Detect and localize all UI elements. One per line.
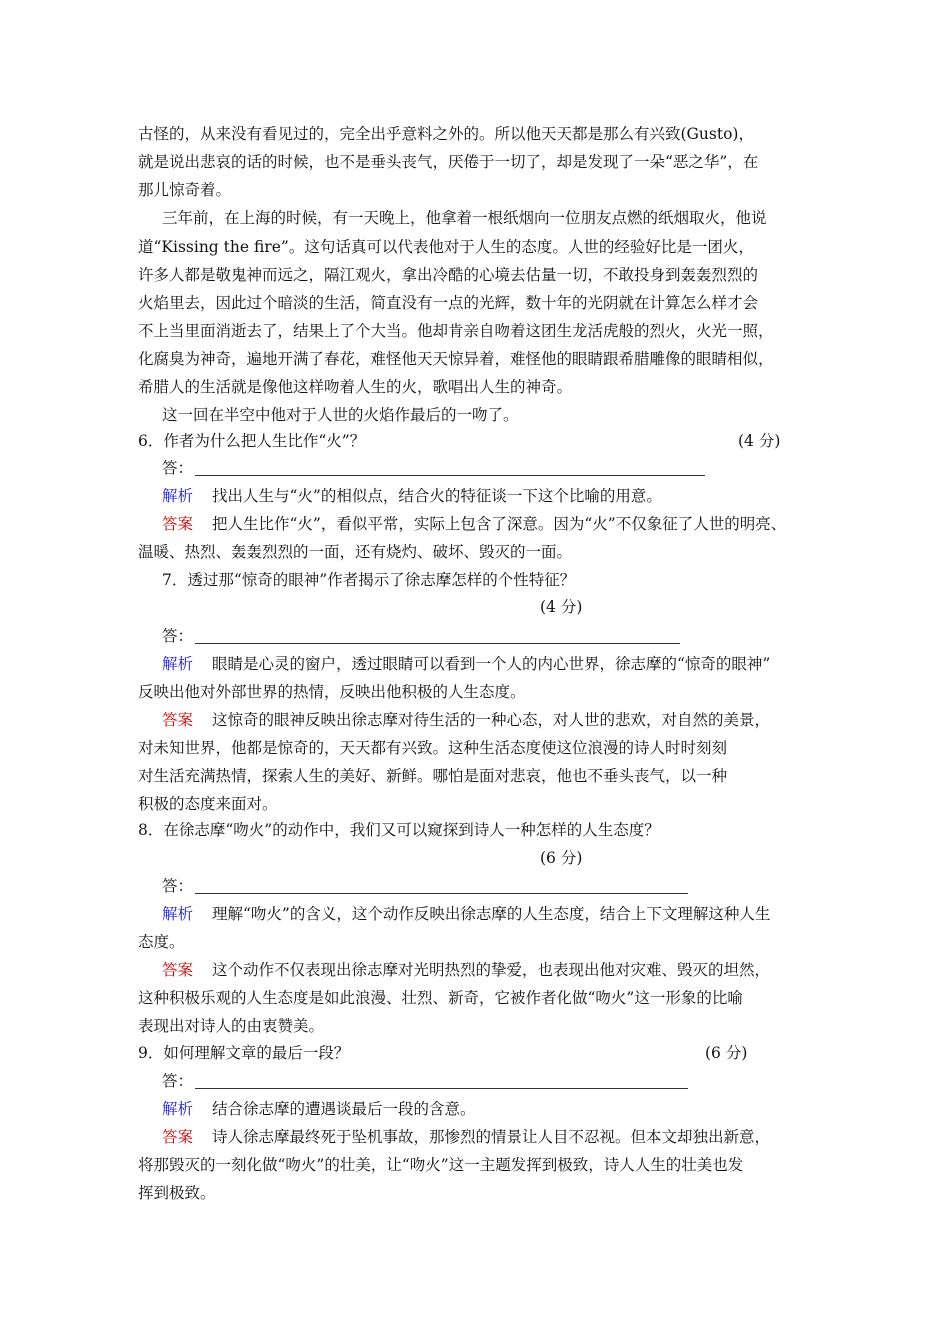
answer-key-label: 答案 bbox=[162, 515, 194, 533]
answer-key-text: 积极的态度来面对。 bbox=[138, 795, 278, 813]
question-8: 8．在徐志摩“吻火”的动作中，我们又可以窥探到诗人一种怎样的人生态度？ bbox=[138, 821, 660, 839]
question-7-points: (4 分) bbox=[540, 598, 583, 616]
analysis-text: 理解“吻火”的含义，这个动作反映出徐志摩的人生态度，结合上下文理解这种人生 bbox=[212, 905, 771, 923]
answer-line[interactable] bbox=[195, 643, 680, 644]
analysis-label: 解析 bbox=[162, 487, 194, 505]
answer-key-text: 把人生比作“火”，看似平常，实际上包含了深意。因为“火”不仅象征了人世的明亮、 bbox=[212, 515, 787, 533]
answer-key-text: 诗人徐志摩最终死于坠机事故，那惨烈的情景让人目不忍视。但本文却独出新意， bbox=[212, 1128, 771, 1146]
answer-key-label: 答案 bbox=[162, 961, 194, 979]
answer-key-text: 挥到极致。 bbox=[138, 1184, 216, 1202]
passage-line: 希腊人的生活就是像他这样吻着人生的火，歌唱出人生的神奇。 bbox=[138, 378, 573, 396]
question-6: 6．作者为什么把人生比作“火”？ bbox=[138, 432, 366, 450]
analysis-label: 解析 bbox=[162, 655, 194, 673]
answer-prompt: 答： bbox=[162, 877, 194, 895]
question-9: 9．如何理解文章的最后一段？ bbox=[138, 1044, 350, 1062]
passage-line: 就是说出悲哀的话的时候，也不是垂头丧气，厌倦于一切了，却是发现了一朵“恶之华”，在 bbox=[138, 153, 759, 171]
question-6-points: (4 分) bbox=[738, 432, 781, 450]
passage-line: 这一回在半空中他对于人世的火焰作最后的一吻了。 bbox=[162, 406, 519, 424]
answer-key-text: 这惊奇的眼神反映出徐志摩对待生活的一种心态，对人世的悲欢，对自然的美景， bbox=[212, 711, 771, 729]
answer-key-text: 对生活充满热情，探索人生的美好、新鲜。哪怕是面对悲哀，他也不垂头丧气，以一种 bbox=[138, 767, 728, 785]
passage-line: 道“Kissing the fire”。这句话真可以代表他对于人生的态度。人世的经验好比是一团火， bbox=[138, 238, 754, 256]
analysis-label: 解析 bbox=[162, 905, 194, 923]
answer-prompt: 答： bbox=[162, 627, 194, 645]
passage-line: 古怪的，从来没有看见过的，完全出乎意料之外的。所以他天天都是那么有兴致(Gusto)， bbox=[138, 125, 754, 143]
answer-key-text: 将那毁灭的一刻化做“吻火”的壮美，让“吻火”这一主题发挥到极致，诗人人生的壮美也发 bbox=[138, 1156, 744, 1174]
answer-line[interactable] bbox=[195, 1088, 688, 1089]
answer-key-text: 这种积极乐观的人生态度是如此浪漫、壮烈、新奇，它被作者化做“吻火”这一形象的比喻 bbox=[138, 989, 743, 1007]
answer-line[interactable] bbox=[195, 475, 705, 476]
answer-key-text: 对未知世界，他都是惊奇的，天天都有兴致。这种生活态度使这位浪漫的诗人时时刻刻 bbox=[138, 739, 728, 757]
answer-key-label: 答案 bbox=[162, 711, 194, 729]
analysis-text: 眼睛是心灵的窗户，透过眼睛可以看到一个人的内心世界，徐志摩的“惊奇的眼神” bbox=[212, 655, 771, 673]
question-8-points: (6 分) bbox=[540, 849, 583, 867]
passage-line: 火焰里去，因此过个暗淡的生活，简直没有一点的光辉，数十年的光阴就在计算怎么样才会 bbox=[138, 294, 759, 312]
answer-key-text: 表现出对诗人的由衷赞美。 bbox=[138, 1017, 325, 1035]
analysis-text: 反映出他对外部世界的热情，反映出他积极的人生态度。 bbox=[138, 683, 526, 701]
answer-line[interactable] bbox=[195, 893, 688, 894]
question-9-points: (6 分) bbox=[705, 1044, 748, 1062]
answer-key-text: 这个动作不仅表现出徐志摩对光明热烈的挚爱，也表现出他对灾难、毁灭的坦然， bbox=[212, 961, 771, 979]
analysis-text: 找出人生与“火”的相似点，结合火的特征谈一下这个比喻的用意。 bbox=[212, 487, 662, 505]
analysis-label: 解析 bbox=[162, 1100, 194, 1118]
answer-key-label: 答案 bbox=[162, 1128, 194, 1146]
answer-prompt: 答： bbox=[162, 1072, 194, 1090]
answer-prompt: 答： bbox=[162, 459, 194, 477]
passage-line: 三年前，在上海的时候，有一天晚上，他拿着一根纸烟向一位朋友点燃的纸烟取火，他说 bbox=[162, 209, 767, 227]
question-7: 7．透过那“惊奇的眼神”作者揭示了徐志摩怎样的个性特征？ bbox=[162, 571, 576, 589]
passage-line: 那儿惊奇着。 bbox=[138, 181, 232, 199]
answer-key-text: 温暖、热烈、轰轰烈烈的一面，还有烧灼、破坏、毁灭的一面。 bbox=[138, 543, 573, 561]
analysis-text: 结合徐志摩的遭遇谈最后一段的含意。 bbox=[212, 1100, 476, 1118]
analysis-text: 态度。 bbox=[138, 933, 185, 951]
passage-line: 不上当里面消逝去了，结果上了个大当。他却肯亲自吻着这团生龙活虎般的烈火，火光一照， bbox=[138, 322, 774, 340]
passage-line: 化腐臭为神奇，遍地开满了春花，难怪他天天惊异着，难怪他的眼睛跟希腊雕像的眼睛相似， bbox=[138, 350, 774, 368]
passage-line: 许多人都是敬鬼神而远之，隔江观火，拿出冷酷的心境去估量一切，不敢投身到轰轰烈烈的 bbox=[138, 266, 759, 284]
